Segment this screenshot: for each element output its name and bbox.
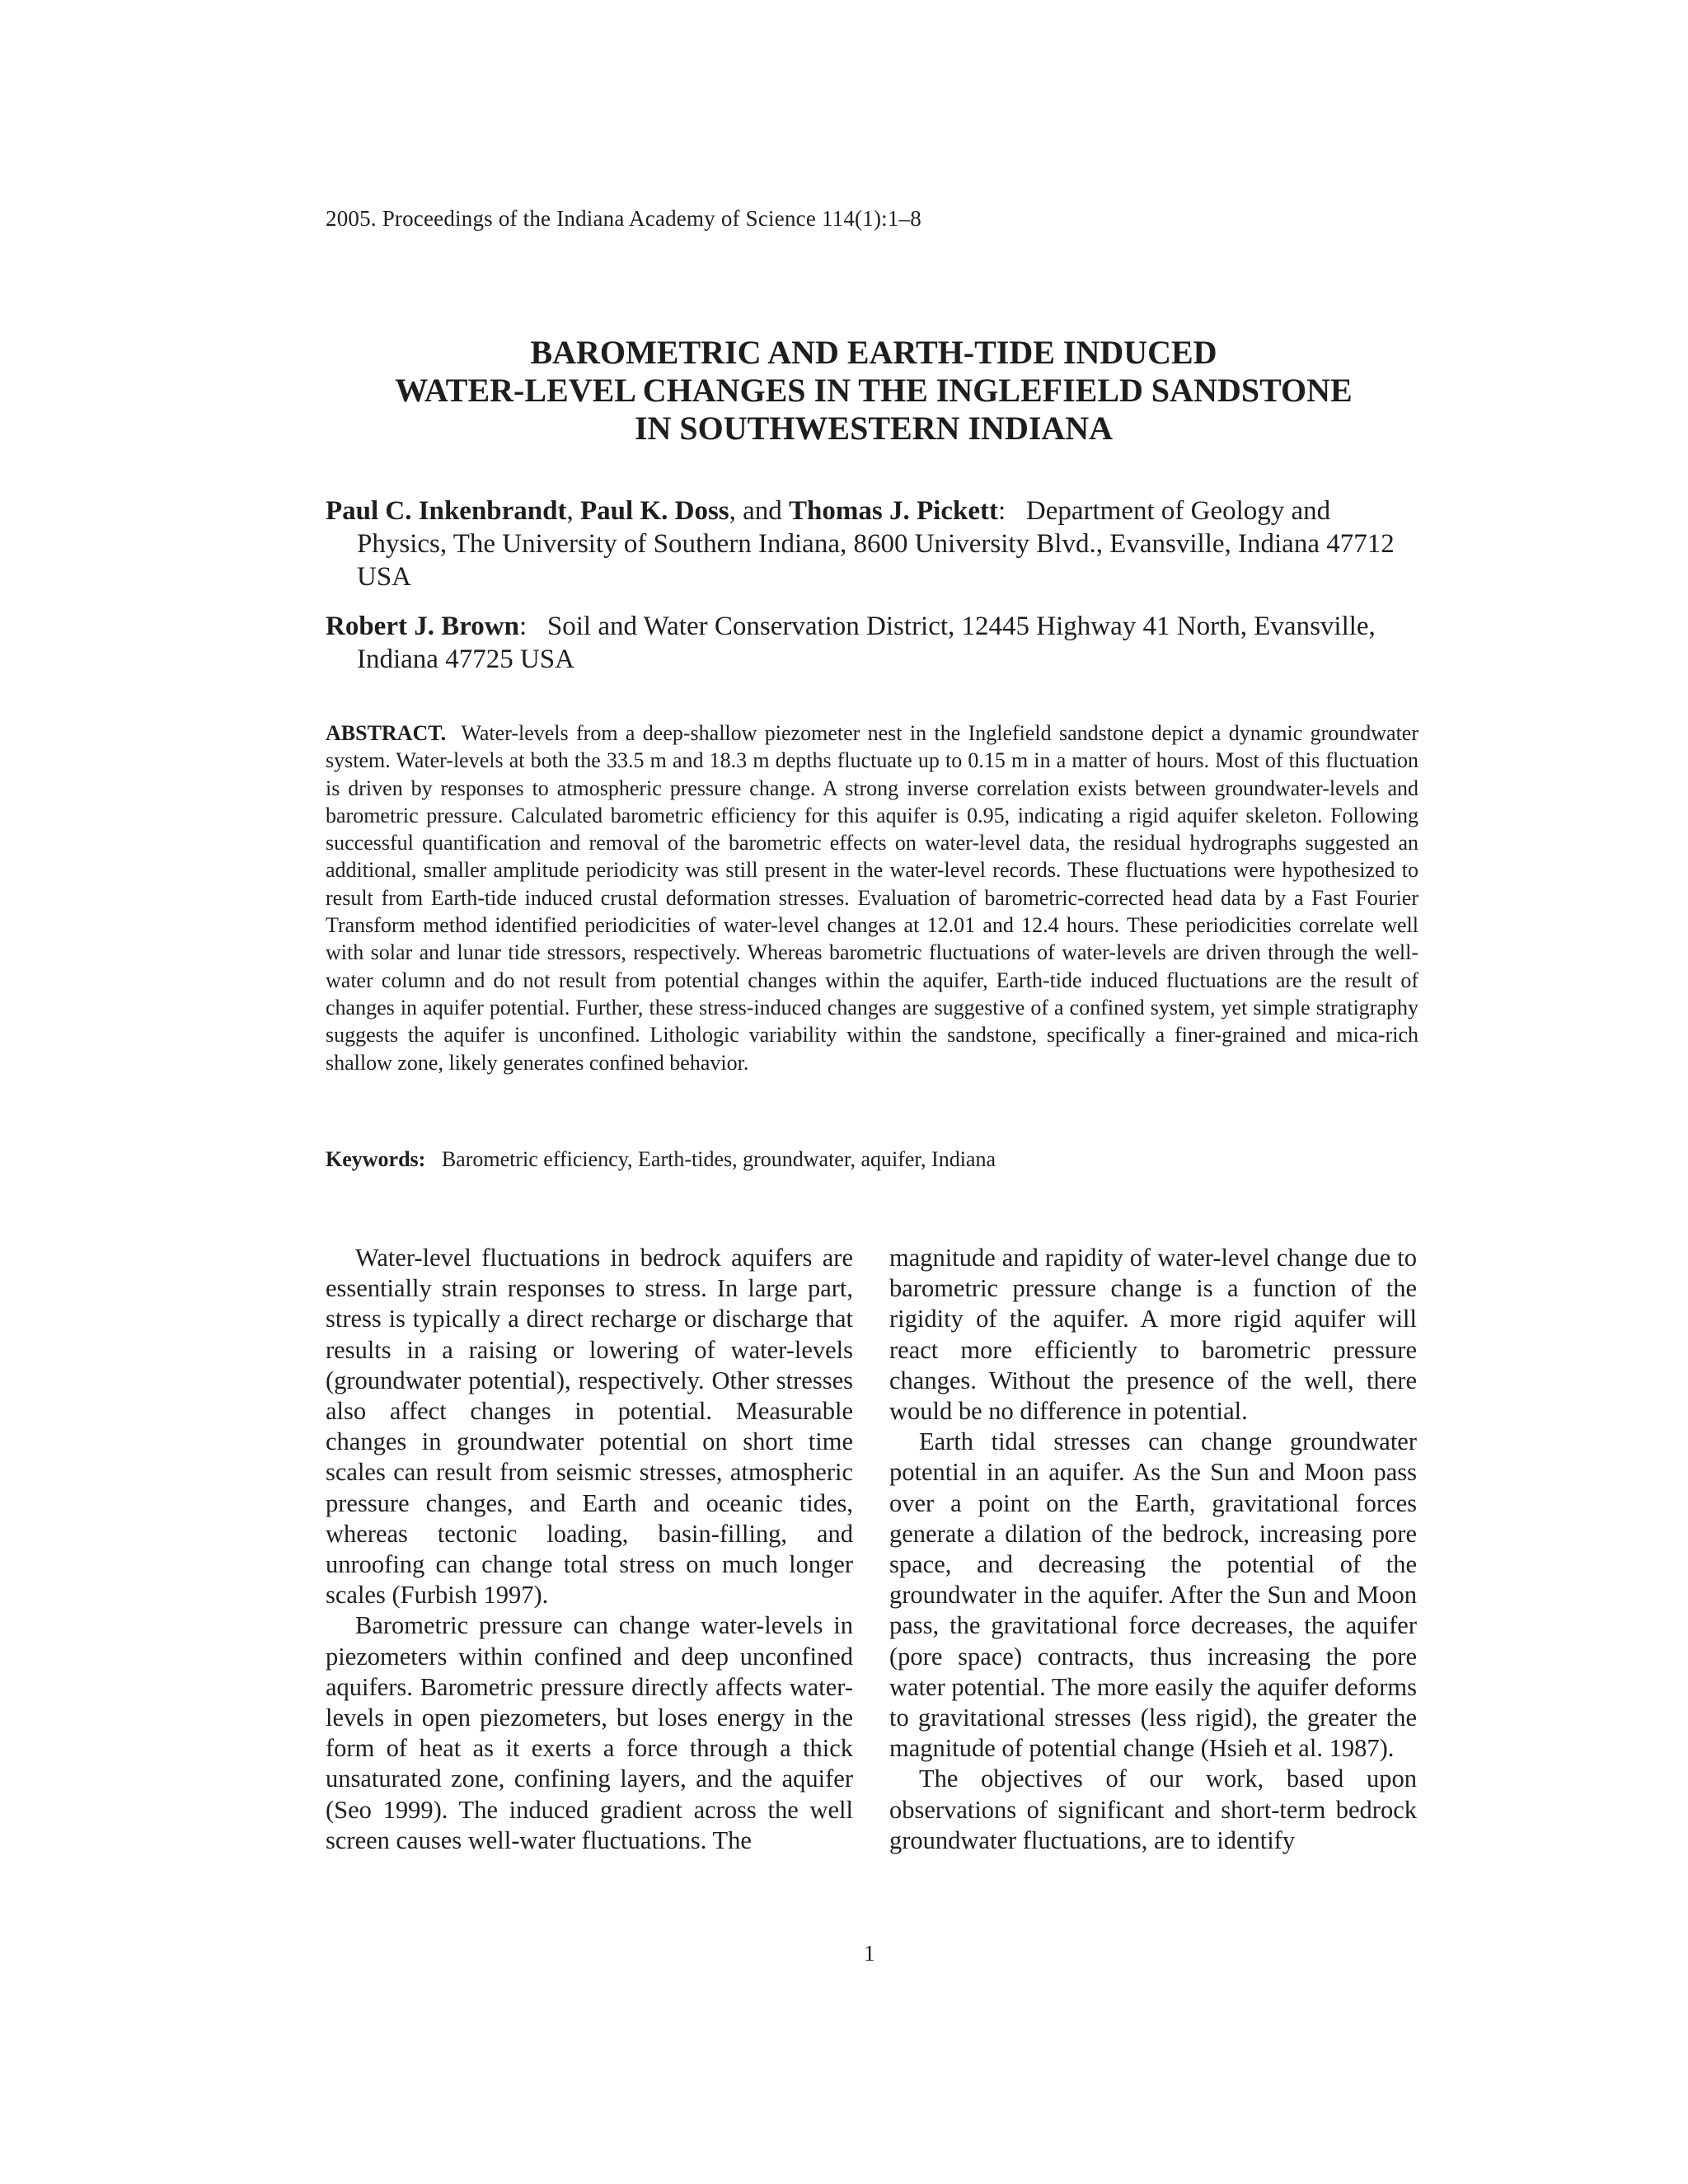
body-paragraph: Barometric pressure can change water-levels in piezometers within confined and deep unconfined aquifers. Barometric pressure directly affects water-levels in open piezometers, but loses energy in the form of heat as it exerts a force through a thick unsaturated zone, confining layers, and the aquifer (Seo 1999). The induced gradient across the well screen causes well-water fluctuations. The: [326, 1611, 853, 1854]
author-separator: , and: [729, 496, 790, 526]
title-line: IN SOUTHWESTERN INDIANA: [634, 410, 1114, 447]
author-name: Paul K. Doss: [580, 496, 729, 526]
body-column-left: [326, 1243, 853, 1856]
body-paragraph: Water-level fluctuations in bedrock aquifers are essentially strain responses to stress. In large part, stress is typically a direct recharge or discharge that results in a raising or lowering of water-levels (groundwater potential), respectively. Other stresses also affect changes in potential. Measurable changes in groundwater potential on short time scales can result from seismic stresses, atmospheric pressure changes, and Earth and oceanic tides, whereas tectonic loading, basin-filling, and unroofing can change total stress on much longer scales (Furbish 1997).: [326, 1244, 853, 1610]
author-block-1: [326, 494, 1422, 593]
article-title: [297, 334, 1451, 448]
abstract: [326, 719, 1418, 1076]
abstract-text: Water-levels from a deep-shallow piezometer nest in the Inglefield sandstone depict a dynamic groundwater system. Water-levels at both the 33.5 m and 18.3 m depths fluctuate up to 0.15 m in a matter of hours. Most of this fluctuation is driven by responses to atmospheric pressure change. A strong inverse correlation exists between groundwater-levels and barometric pressure. Calculated barometric efficiency for this aquifer is 0.95, indicating a rigid aquifer skeleton. Following successful quantification and removal of the barometric effects on water-level data, the residual hydrographs suggested an additional, smaller amplitude periodicity was still present in the water-level records. These fluctuations were hypothesized to result from Earth-tide induced crustal deformation stresses. Evaluation of barometric-corrected head data by a Fast Fourier Transform method identified periodicities of water-level changes at 12.01 and 12.4 hours. These periodicities correlate well with solar and lunar tide stressors, respectively. Whereas barometric fluctuations of water-levels are driven through the well-water column and do not result from potential changes within the aquifer, Earth-tide induced fluctuations are the result of changes in aquifer potential. Further, these stress-induced changes are suggestive of a confined system, yet simple stratigraphy suggests the aquifer is unconfined. Lithologic variability within the sandstone, specifically a finer-grained and mica-rich shallow zone, likely generates confined behavior.: [326, 721, 1418, 1075]
author-colon: :: [518, 612, 528, 641]
page-number: 1: [864, 1941, 875, 1966]
title-line: BAROMETRIC AND EARTH-TIDE INDUCED: [530, 334, 1217, 371]
author-colon: :: [997, 496, 1006, 526]
author-affiliation: Soil and Water Conservation District, 12445 Highway 41 North, Evansville, Indiana 47725 USA: [357, 612, 1376, 674]
keywords-text: Barometric efficiency, Earth-tides, groundwater, aquifer, Indiana: [441, 1147, 996, 1171]
author-name: Thomas J. Pickett: [789, 496, 998, 526]
body-paragraph: magnitude and rapidity of water-level change due to barometric pressure change is a function of the rigidity of the aquifer. A more rigid aquifer will react more efficiently to barometric pressure changes. Without the presence of the well, there would be no difference in potential.: [889, 1244, 1417, 1426]
body-paragraph: Earth tidal stresses can change groundwater potential in an aquifer. As the Sun and Moon pass over a point on the Earth, gravitational forces generate a dilation of the bedrock, increasing pore space, and decreasing the potential of the groundwater in the aquifer. After the Sun and Moon pass, the gravitational force decreases, the aquifer (pore space) contracts, thus increasing the pore water potential. The more easily the aquifer deforms to gravitational stresses (less rigid), the greater the magnitude of potential change (Hsieh et al. 1987).: [889, 1427, 1417, 1763]
running-header: 2005. Proceedings of the Indiana Academy of Science 114(1):1–8: [326, 206, 921, 231]
abstract-label: ABSTRACT.: [326, 721, 447, 745]
keywords: [326, 1146, 1418, 1173]
author-affiliation: Department of Geology and Physics, The University of Southern Indiana, 8600 University Blvd., Evansville, Indiana 47712 USA: [357, 496, 1395, 592]
title-line: WATER-LEVEL CHANGES IN THE INGLEFIELD SANDSTONE: [395, 372, 1353, 409]
body-column-right: [889, 1243, 1417, 1856]
author-name: Paul C. Inkenbrandt: [326, 496, 567, 526]
author-separator: ,: [566, 496, 581, 526]
keywords-label: Keywords:: [326, 1147, 426, 1171]
body-paragraph: The objectives of our work, based upon observations of significant and short-term bedrock groundwater fluctuations, are to identify: [889, 1765, 1417, 1854]
author-name: Robert J. Brown: [326, 612, 519, 641]
author-block-2: [326, 610, 1422, 676]
